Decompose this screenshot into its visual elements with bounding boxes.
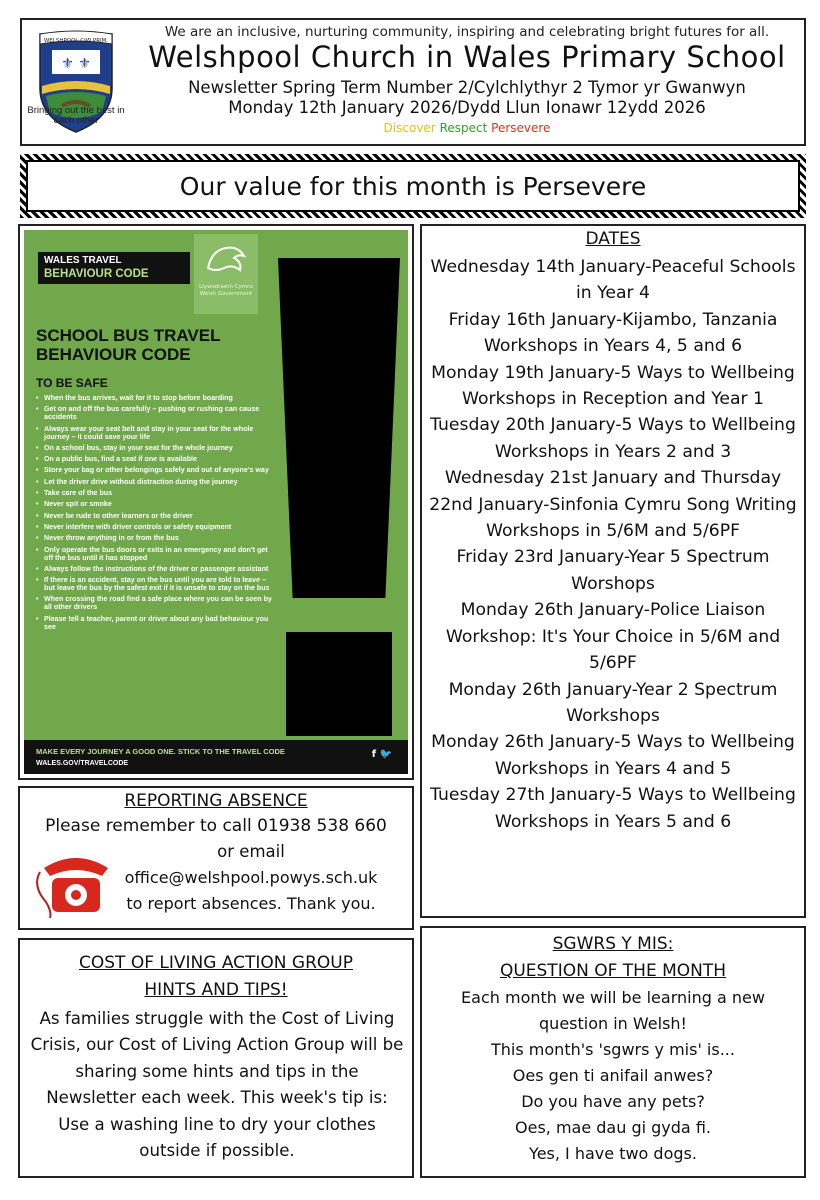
dragon-icon xyxy=(194,234,258,282)
poster-title: SCHOOL BUS TRAVEL BEHAVIOUR CODE xyxy=(36,326,221,364)
welsh-line-3: This month's 'sgwrs y mis' is... xyxy=(491,1040,735,1059)
answer-welsh: Oes, mae dau gi gyda fi. xyxy=(515,1118,711,1137)
poster-tag xyxy=(38,252,190,284)
poster-tag-line2: BEHAVIOUR CODE xyxy=(44,268,149,280)
poster-rule: • Let the driver drive without distraction during the journey xyxy=(36,478,272,486)
question-english: Do you have any pets? xyxy=(521,1092,705,1111)
date-entry: Tuesday 20th January-5 Ways to Wellbeing Workshops in Years 2 and 3 xyxy=(430,415,796,462)
school-name: Welshpool Church in Wales Primary School xyxy=(148,40,786,74)
date-entry: Wednesday 21st January and Thursday 22nd January-Sinfonia Cymru Song Writing Workshops in 5/6M and 5/6PF xyxy=(429,468,797,542)
poster-image xyxy=(24,230,408,774)
poster-footer-slogan: MAKE EVERY JOURNEY A GOOD ONE. STICK TO THE TRAVEL CODE xyxy=(36,747,285,756)
dates-list xyxy=(428,254,798,835)
gov-logo-text: Llywodraeth Cymru Welsh Government xyxy=(199,284,253,297)
date-entry: Monday 26th January-Year 2 Spectrum Workshops xyxy=(448,679,778,726)
date-entry: Friday 23rd January-Year 5 Spectrum Worshops xyxy=(456,547,770,594)
dates-panel xyxy=(420,224,806,918)
value-discover: Discover xyxy=(383,121,436,135)
date-entry: Friday 16th January-Kijambo, Tanzania Workshops in Years 4, 5 and 6 xyxy=(448,309,778,357)
bus-behaviour-poster xyxy=(18,224,414,780)
cost-body-text: As families struggle with the Cost of Living Crisis, our Cost of Living Action Group will be sharing some hints and tips in the Newsletter each week. This week's tip is: Use a washing line to dry your clothes outside if possible. xyxy=(30,1009,404,1161)
date-entry: Monday 26th January-5 Ways to Wellbeing Workshops in Years 4 and 5 xyxy=(431,732,795,779)
welsh-line-2: question in Welsh! xyxy=(539,1014,687,1033)
poster-rule: • Never interfere with driver controls or safety equipment xyxy=(36,523,272,531)
poster-rule: • Always follow the instructions of the driver or passenger assistant xyxy=(36,565,272,573)
value-of-month-text: Our value for this month is Persevere xyxy=(26,160,800,212)
exclamation-mark-bar xyxy=(278,258,400,598)
poster-rule: • When the bus arrives, wait for it to stop before boarding xyxy=(36,394,272,402)
poster-rule: • Store your bag or other belongings safely and out of anyone's way xyxy=(36,466,272,474)
poster-rule: • Always wear your seat belt and stay in your seat for the whole journey – it could save your life xyxy=(36,425,272,441)
value-of-month-banner xyxy=(20,154,806,218)
poster-rule: • Never spit or smoke xyxy=(36,500,272,508)
absence-closing-line: to report absences. Thank you. xyxy=(126,894,376,913)
poster-rule: • On a school bus, stay in your seat for the whole journey xyxy=(36,444,272,452)
school-tagline: We are an inclusive, nurturing community, inspiring and celebrating bright futures for all. xyxy=(164,24,770,40)
exclamation-mark-dot xyxy=(286,632,392,736)
crest-banner-text: WELSHPOOL CIW PRIM. xyxy=(43,38,109,44)
school-values xyxy=(130,121,804,135)
poster-footer xyxy=(24,740,408,774)
poster-rule: • Never throw anything in or from the bus xyxy=(36,534,272,542)
poster-rule: • On a public bus, find a seat if one is available xyxy=(36,455,272,463)
poster-rule: • Never be rude to other learners or the driver xyxy=(36,512,272,520)
social-icons: f 🐦 xyxy=(371,749,392,760)
absence-heading: REPORTING ABSENCE xyxy=(124,791,308,811)
newsletter-date: Monday 12th January 2026/Dydd Llun Ionawr 12ydd 2026 xyxy=(228,98,706,117)
cost-heading-1: COST OF LIVING ACTION GROUP xyxy=(79,953,353,973)
answer-english: Yes, I have two dogs. xyxy=(529,1144,697,1163)
date-entry: Wednesday 14th January-Peaceful Schools in Year 4 xyxy=(430,257,796,304)
svg-text:⚜ ⚜: ⚜ ⚜ xyxy=(61,56,91,72)
telephone-icon xyxy=(30,846,122,922)
poster-rule: • If there is an accident, stay on the bus until you are told to leave – but leave the bus by the safest exit if it is unsafe to stay on the bus xyxy=(36,576,272,592)
crest-caption: Bringing out the best in each other xyxy=(27,105,125,126)
absence-phone-line: Please remember to call 01938 538 660 xyxy=(45,816,387,836)
date-entry: Tuesday 27th January-5 Ways to Wellbeing Workshops in Years 5 and 6 xyxy=(430,785,796,832)
absence-or-email: or email xyxy=(217,842,285,861)
poster-rule: • Only operate the bus doors or exits in an emergency and don't get off the bus until it has stopped xyxy=(36,546,272,562)
poster-subtitle: TO BE SAFE xyxy=(36,376,108,390)
question-welsh: Oes gen ti anifail anwes? xyxy=(512,1066,714,1085)
question-heading: QUESTION OF THE MONTH xyxy=(499,961,727,981)
cost-of-living-panel xyxy=(18,938,414,1178)
poster-rule: • When crossing the road find a safe place where you can be seen by all other drivers xyxy=(36,595,272,611)
dates-heading: DATES xyxy=(585,229,641,249)
poster-rule: • Please tell a teacher, parent or driver about any bad behaviour you see xyxy=(36,615,272,631)
date-entry: Monday 26th January-Police Liaison Workshop: It's Your Choice in 5/6M and 5/6PF xyxy=(445,600,781,674)
value-respect: Respect xyxy=(439,121,488,135)
newsletter-header xyxy=(20,18,806,146)
welsh-government-logo xyxy=(194,234,258,314)
poster-rule: • Get on and off the bus carefully – pushing or rushing can cause accidents xyxy=(36,405,272,421)
welsh-heading: SGWRS Y MIS: xyxy=(552,934,674,954)
poster-tag-line1: WALES TRAVEL xyxy=(44,255,122,266)
newsletter-title: Newsletter Spring Term Number 2/Cylchlythyr 2 Tymor yr Gwanwyn xyxy=(188,78,746,97)
poster-rule: • Take care of the bus xyxy=(36,489,272,497)
reporting-absence-panel xyxy=(18,786,414,930)
absence-email-link[interactable]: office@welshpool.powys.sch.uk xyxy=(124,868,378,887)
value-persevere: Persevere xyxy=(491,121,551,135)
cost-heading-2: HINTS AND TIPS! xyxy=(144,980,288,1000)
poster-rules-list xyxy=(36,394,272,634)
welsh-line-1: Each month we will be learning a new xyxy=(461,988,765,1007)
poster-footer-url: WALES.GOV/TRAVELCODE xyxy=(36,760,129,767)
date-entry: Monday 19th January-5 Ways to Wellbeing Workshops in Reception and Year 1 xyxy=(431,362,795,410)
question-of-month-panel xyxy=(420,926,806,1178)
